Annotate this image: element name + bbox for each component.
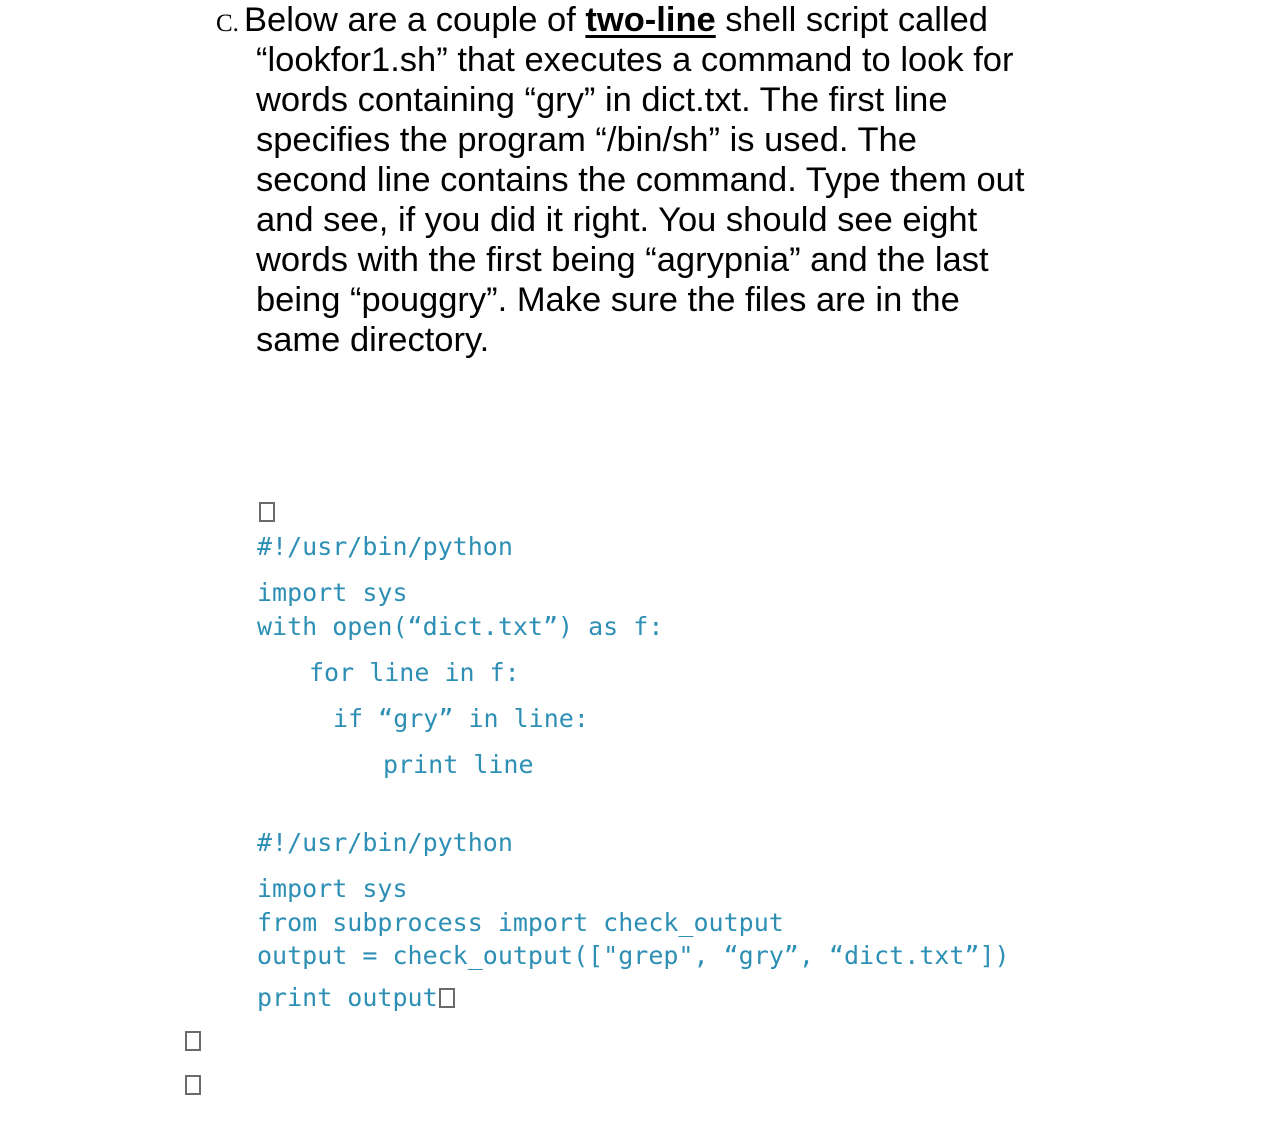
code-line-shebang: #!/usr/bin/python bbox=[257, 828, 513, 857]
question-marker: C. bbox=[216, 10, 239, 37]
emphasis-two-line: two-line bbox=[585, 1, 716, 39]
code-line-print: print line bbox=[383, 750, 534, 779]
code-line-import: import sys bbox=[257, 874, 408, 903]
missing-glyph-icon bbox=[259, 502, 275, 522]
code-line-for-loop: for line in f: bbox=[309, 658, 520, 687]
code-line-shebang: #!/usr/bin/python bbox=[257, 532, 513, 561]
question-line-2: “lookfor1.sh” that executes a command to look for bbox=[256, 41, 1014, 79]
missing-glyph-icon bbox=[185, 1075, 201, 1095]
code-line-import: import sys bbox=[257, 578, 408, 607]
question-line-7: words with the first being “agrypnia” and the last bbox=[256, 241, 989, 279]
code-line-output-assign: output = check_output(["grep", “gry”, “dict.txt”]) bbox=[257, 941, 1010, 970]
question-line-1-end: shell script called bbox=[715, 1, 988, 39]
question-line-1 bbox=[244, 0, 1156, 40]
question-line-5: second line contains the command. Type them out bbox=[256, 161, 1025, 199]
question-line-3: words containing “gry” in dict.txt. The first line bbox=[256, 81, 948, 119]
question-line-8: being “pouggry”. Make sure the files are in the bbox=[256, 281, 960, 319]
code-line-with-open: with open(“dict.txt”) as f: bbox=[257, 612, 664, 641]
question-line-9: same directory. bbox=[256, 321, 490, 359]
question-line-1-start: Below are a couple of bbox=[244, 1, 586, 39]
missing-glyph-icon bbox=[439, 988, 455, 1008]
code-line-from-import: from subprocess import check_output bbox=[257, 908, 784, 937]
code-line-print-wrapper bbox=[257, 983, 455, 1013]
code-line-print: print output bbox=[257, 983, 438, 1012]
code-line-if: if “gry” in line: bbox=[333, 704, 589, 733]
question-line-6: and see, if you did it right. You should see eight bbox=[256, 201, 978, 239]
question-text bbox=[244, 0, 1156, 360]
question-line-4: specifies the program “/bin/sh” is used. The bbox=[256, 121, 917, 159]
missing-glyph-icon bbox=[185, 1031, 201, 1051]
